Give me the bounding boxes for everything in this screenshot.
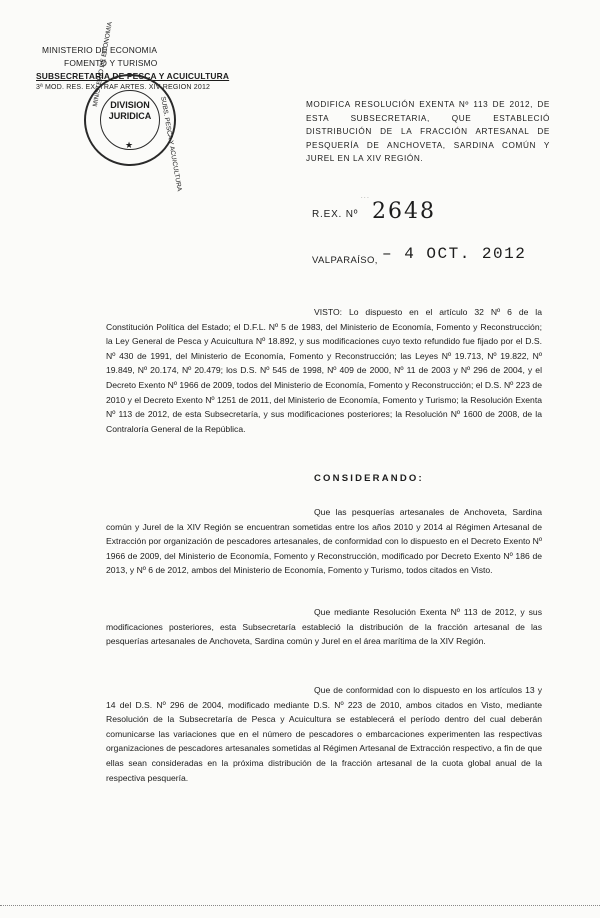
stamp-label bbox=[86, 100, 174, 122]
stamp-line-1: DIVISION bbox=[110, 100, 150, 110]
ministry-name-2: FOMENTO Y TURISMO bbox=[64, 58, 158, 68]
considerando-paragraph-1: Que las pesquerías artesanales de Anchoveta, Sardina común y Jurel de la XIV Región se encuentran sometidas entre los años 2010 y 2014 al Régimen Artesanal de Extracción por organización de pescadores artesanales, de conformidad con lo dispuesto en el Decreto Exento Nº 1966 de 2009, del Ministerio de Economía, Fomento y Reconstrucción, modificado por Decreto Exento Nº 186 de 2013, y Nº 6 de 2012, ambos del Ministerio de Economía, Fomento y Turismo, todos citados en Visto. bbox=[106, 507, 542, 576]
page-bottom-edge bbox=[0, 905, 600, 907]
subsecretaria-name: SUBSECRETARIA DE PESCA Y ACUICULTURA bbox=[36, 71, 230, 81]
considerando-paragraph-2: Que mediante Resolución Exenta Nº 113 de 2012, y sus modificaciones posteriores, esta Subsecretaría estableció la distribución de la fracción artesanal de las pesquerías artesanales de Anchoveta, Sardina común y Jurel en el área marítima de la XIV Región. bbox=[106, 607, 542, 647]
ministry-name: MINISTERIO DE ECONOMIA bbox=[42, 45, 158, 55]
resolution-subject: MODIFICA RESOLUCIÓN EXENTA Nº 113 DE 2012, DE ESTA SUBSECRETARIA, QUE ESTABLECIÓ DISTRIBUCIÓN DE LA FRACCIÓN ARTESANAL DE PESQUERÍA DE ANCHOVETA, SARDINA COMÚN Y JUREL EN LA XIV REGIÓN. bbox=[306, 100, 550, 164]
resolution-number-label: R.EX. Nº bbox=[312, 209, 359, 220]
stamp-line-2: JURIDICA bbox=[108, 111, 152, 121]
stamp-arc-left: MINISTERIO DE ECONOMIA bbox=[92, 21, 114, 108]
city: VALPARAÍSO, bbox=[312, 255, 378, 266]
resolution-date: – 4 OCT. 2012 bbox=[382, 245, 527, 263]
visto-paragraph: VISTO: Lo dispuesto en el artículo 32 Nº 6 de la Constitución Política del Estado; el D.F.L. Nº 5 de 1983, del Ministerio de Economía, Fomento y Reconstrucción; la Ley General de Pesca y Acuicultura Nº 18.892, y sus modificaciones cuyo texto refundido fue fijado por el D.S. Nº 430 de 1991, del Ministerio de Economía, Fomento y Reconstrucción; las Leyes Nº 19.713, Nº 19.822, Nº 19.849, Nº 20.174, Nº 20.479; los D.S. Nº 545 de 1998, Nº 409 de 2000, Nº 11 de 2003 y Nº 296 de 2004, y el Decreto Exento Nº 1966 de 2009, todos del Ministerio de Economía, Fomento y Reconstrucción; el D.S. Nº 223 de 2010 y el Decreto Exento Nº 1251 de 2011, del Ministerio de Economía, Fomento y Turismo; la Resolución Exenta Nº 113 de 2012, de esta Subsecretaría, y sus modificaciones posteriores; la Resolución Nº 1600 de 2008, de la Contraloría General de la República. bbox=[106, 307, 542, 434]
small-mark: · · · bbox=[361, 195, 369, 201]
resolution-number: 2648 bbox=[372, 199, 436, 224]
stamp-star-icon: ★ bbox=[125, 140, 134, 150]
considerando-paragraph-3: Que de conformidad con lo dispuesto en los artículos 13 y 14 del D.S. Nº 296 de 2004, modificado mediante D.S. Nº 223 de 2010, ambos citados en Visto, mediante Resolución de la Subsecretaría de Pesca y Acuicultura se establecerá el período dentro del cual deberán comunicarse las variaciones que en el número de pescadores o embarcaciones experimenten las respectivas organizaciones de pescadores artesanales sometidas al Régimen Artesanal de Extracción respectivo, a fin de que ellas sean consideradas en la próxima distribución de la fracción artesanal de la cuota global anual de la respectiva pesquería. bbox=[106, 685, 542, 783]
modification-ref: 3ª MOD. RES. EX. TRAF ARTES. XIV REGION 2012 bbox=[36, 84, 211, 91]
stamp-arc-right: SUBS. PESCA Y ACUICULTURA bbox=[159, 96, 183, 192]
considerando-heading: CONSIDERANDO: bbox=[314, 473, 424, 484]
